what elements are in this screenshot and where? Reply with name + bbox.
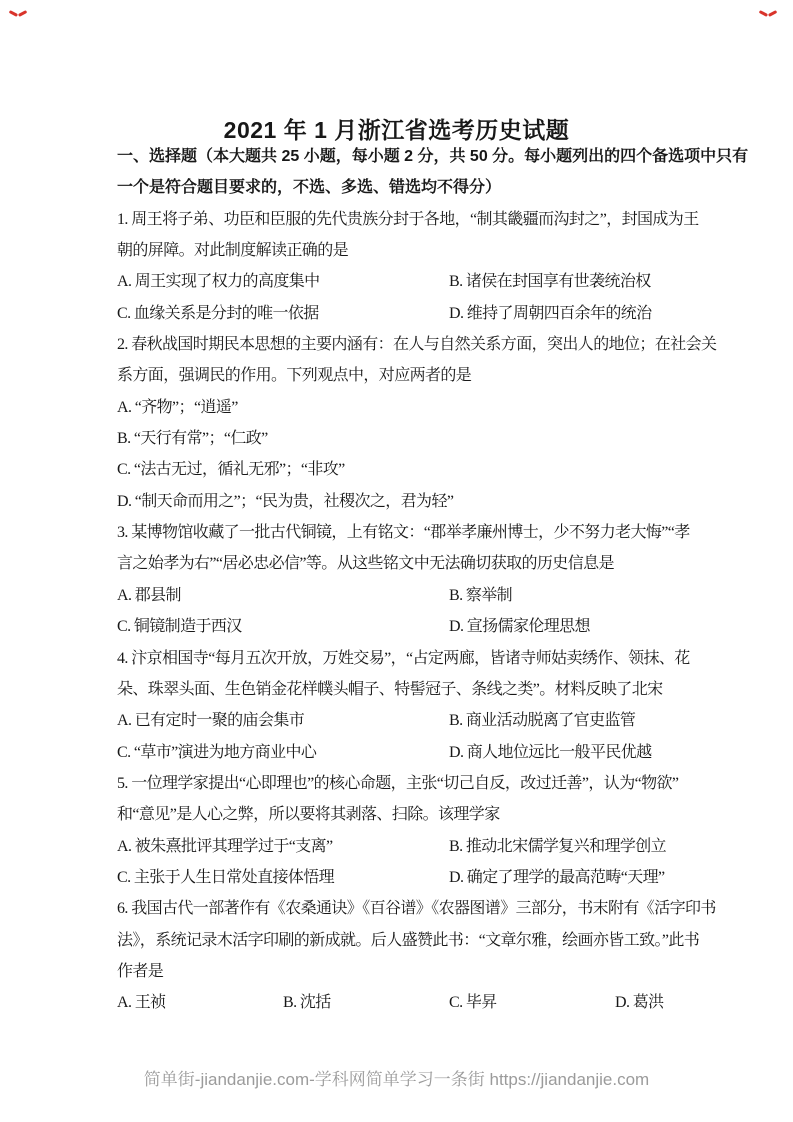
question-6-option-a: A. 王祯 <box>117 994 166 1012</box>
question-2-option-b: B. “天行有常”；“仁政” <box>117 430 268 448</box>
question-6-text-line-2: 法》，系统记录木活字印刷的新成就。后人盛赞此书：“文章尔雅，绘画亦皆工致。”此书 <box>117 931 700 949</box>
question-1-text-line-2: 朝的屏障。对此制度解读正确的是 <box>117 242 349 260</box>
question-3-option-d: D. 宣扬儒家伦理思想 <box>449 618 590 636</box>
question-1-option-a: A. 周王实现了权力的高度集中 <box>117 273 320 291</box>
question-1 <box>117 204 699 329</box>
section-intro-line-1: 一、选择题（本大题共 25 小题，每小题 2 分，共 50 分。每小题列出的四个备选项中只有 <box>117 148 749 165</box>
question-3-text-line-1: 3. 某博物馆收藏了一批古代铜镜，上有铭文：“郡举孝廉州博士，少不努力老大悔”“孝 <box>117 524 690 542</box>
question-4-options-row-1 <box>117 705 689 736</box>
question-1-option-c: C. 血缘关系是分封的唯一依据 <box>117 304 319 322</box>
question-1-options-row-1 <box>117 266 689 297</box>
question-2-text-line-2: 系方面，强调民的作用。下列观点中，对应两者的是 <box>117 367 472 385</box>
section-intro-line-2: 一个是符合题目要求的，不选、多选、错选均不得分） <box>117 179 502 197</box>
question-2-text-line-1: 2. 春秋战国时期民本思想的主要内涵有：在人与自然关系方面，突出人的地位；在社会关 <box>117 336 717 354</box>
question-3 <box>117 517 689 642</box>
question-4-text-line-2: 朵、珠翠头面、生色销金花样幞头帽子、特髻冠子、条线之类”。材料反映了北宋 <box>117 680 663 698</box>
question-1-option-d: D. 维持了周朝四百余年的统治 <box>449 304 652 322</box>
question-6-option-c: C. 毕昇 <box>449 994 497 1012</box>
red-corner-mark-right <box>759 7 777 19</box>
question-5-option-d: D. 确定了理学的最高范畴“天理” <box>449 868 665 886</box>
question-1-text-line-1: 1. 周王将子弟、功臣和臣服的先代贵族分封于各地，“制其畿疆而沟封之”，封国成为王 <box>117 210 699 228</box>
question-5-options-row-2 <box>117 862 689 893</box>
question-6 <box>117 893 716 1018</box>
question-5-text-line-2: 和“意见”是人心之弊，所以要将其剥落、扫除。该理学家 <box>117 806 500 824</box>
question-2 <box>117 329 717 517</box>
question-5-text-line-1: 5. 一位理学家提出“心即理也”的核心命题，主张“切己自反，改过迁善”，认为“物欲” <box>117 774 679 792</box>
question-2-option-c: C. “法古无过，循礼无邪”；“非攻” <box>117 461 345 479</box>
question-4-option-c: C. “草市”演进为地方商业中心 <box>117 743 317 761</box>
question-5-option-b: B. 推动北宋儒学复兴和理学创立 <box>449 837 667 855</box>
question-2-option-d: D. “制天命而用之”；“民为贵，社稷次之，君为轻” <box>117 492 454 510</box>
question-6-text-line-1: 6. 我国古代一部著作有《农桑通诀》《百谷谱》《农器图谱》三部分，书末附有《活字印书 <box>117 900 716 918</box>
question-3-option-c: C. 铜镜制造于西汉 <box>117 618 242 636</box>
question-2-option-a: A. “齐物”；“逍遥” <box>117 398 238 416</box>
question-4-text-line-1: 4. 汴京相国寺“每月五次开放，万姓交易”，“占定两廊，皆诸寺师姑卖绣作、领抹、花 <box>117 649 690 667</box>
question-4-option-a: A. 已有定时一聚的庙会集市 <box>117 712 305 730</box>
question-5 <box>117 768 689 893</box>
question-3-option-a: A. 郡县制 <box>117 586 181 604</box>
watermark-footer: 简单街-jiandanjie.com-学科网简单学习一条街 https://jiandanjie.com <box>143 1070 650 1089</box>
question-3-options-row-1 <box>117 580 689 611</box>
question-4-option-b: B. 商业活动脱离了官吏监管 <box>449 712 636 730</box>
question-5-options-row-1 <box>117 831 689 862</box>
question-4-option-d: D. 商人地位远比一般平民优越 <box>449 743 652 761</box>
question-5-option-c: C. 主张于人生日常处直接体悟理 <box>117 868 335 886</box>
question-5-option-a: A. 被朱熹批评其理学过于“支离” <box>117 837 333 855</box>
question-6-option-d: D. 葛洪 <box>615 994 664 1012</box>
question-6-options-row <box>117 987 689 1018</box>
question-4 <box>117 643 689 768</box>
question-3-text-line-2: 言之始孝为右”“居必忠必信”等。从这些铭文中无法确切获取的历史信息是 <box>117 555 614 573</box>
question-3-options-row-2 <box>117 611 689 642</box>
page-title: 2021 年 1 月浙江省选考历史试题 <box>223 117 570 144</box>
document-body <box>117 141 749 1019</box>
question-4-options-row-2 <box>117 737 689 768</box>
question-6-option-b: B. 沈括 <box>283 994 331 1012</box>
question-3-option-b: B. 察举制 <box>449 586 513 604</box>
question-1-options-row-2 <box>117 298 689 329</box>
question-1-option-b: B. 诸侯在封国享有世袭统治权 <box>449 273 651 291</box>
question-6-text-line-3: 作者是 <box>117 962 164 980</box>
red-corner-mark-left <box>9 7 27 19</box>
